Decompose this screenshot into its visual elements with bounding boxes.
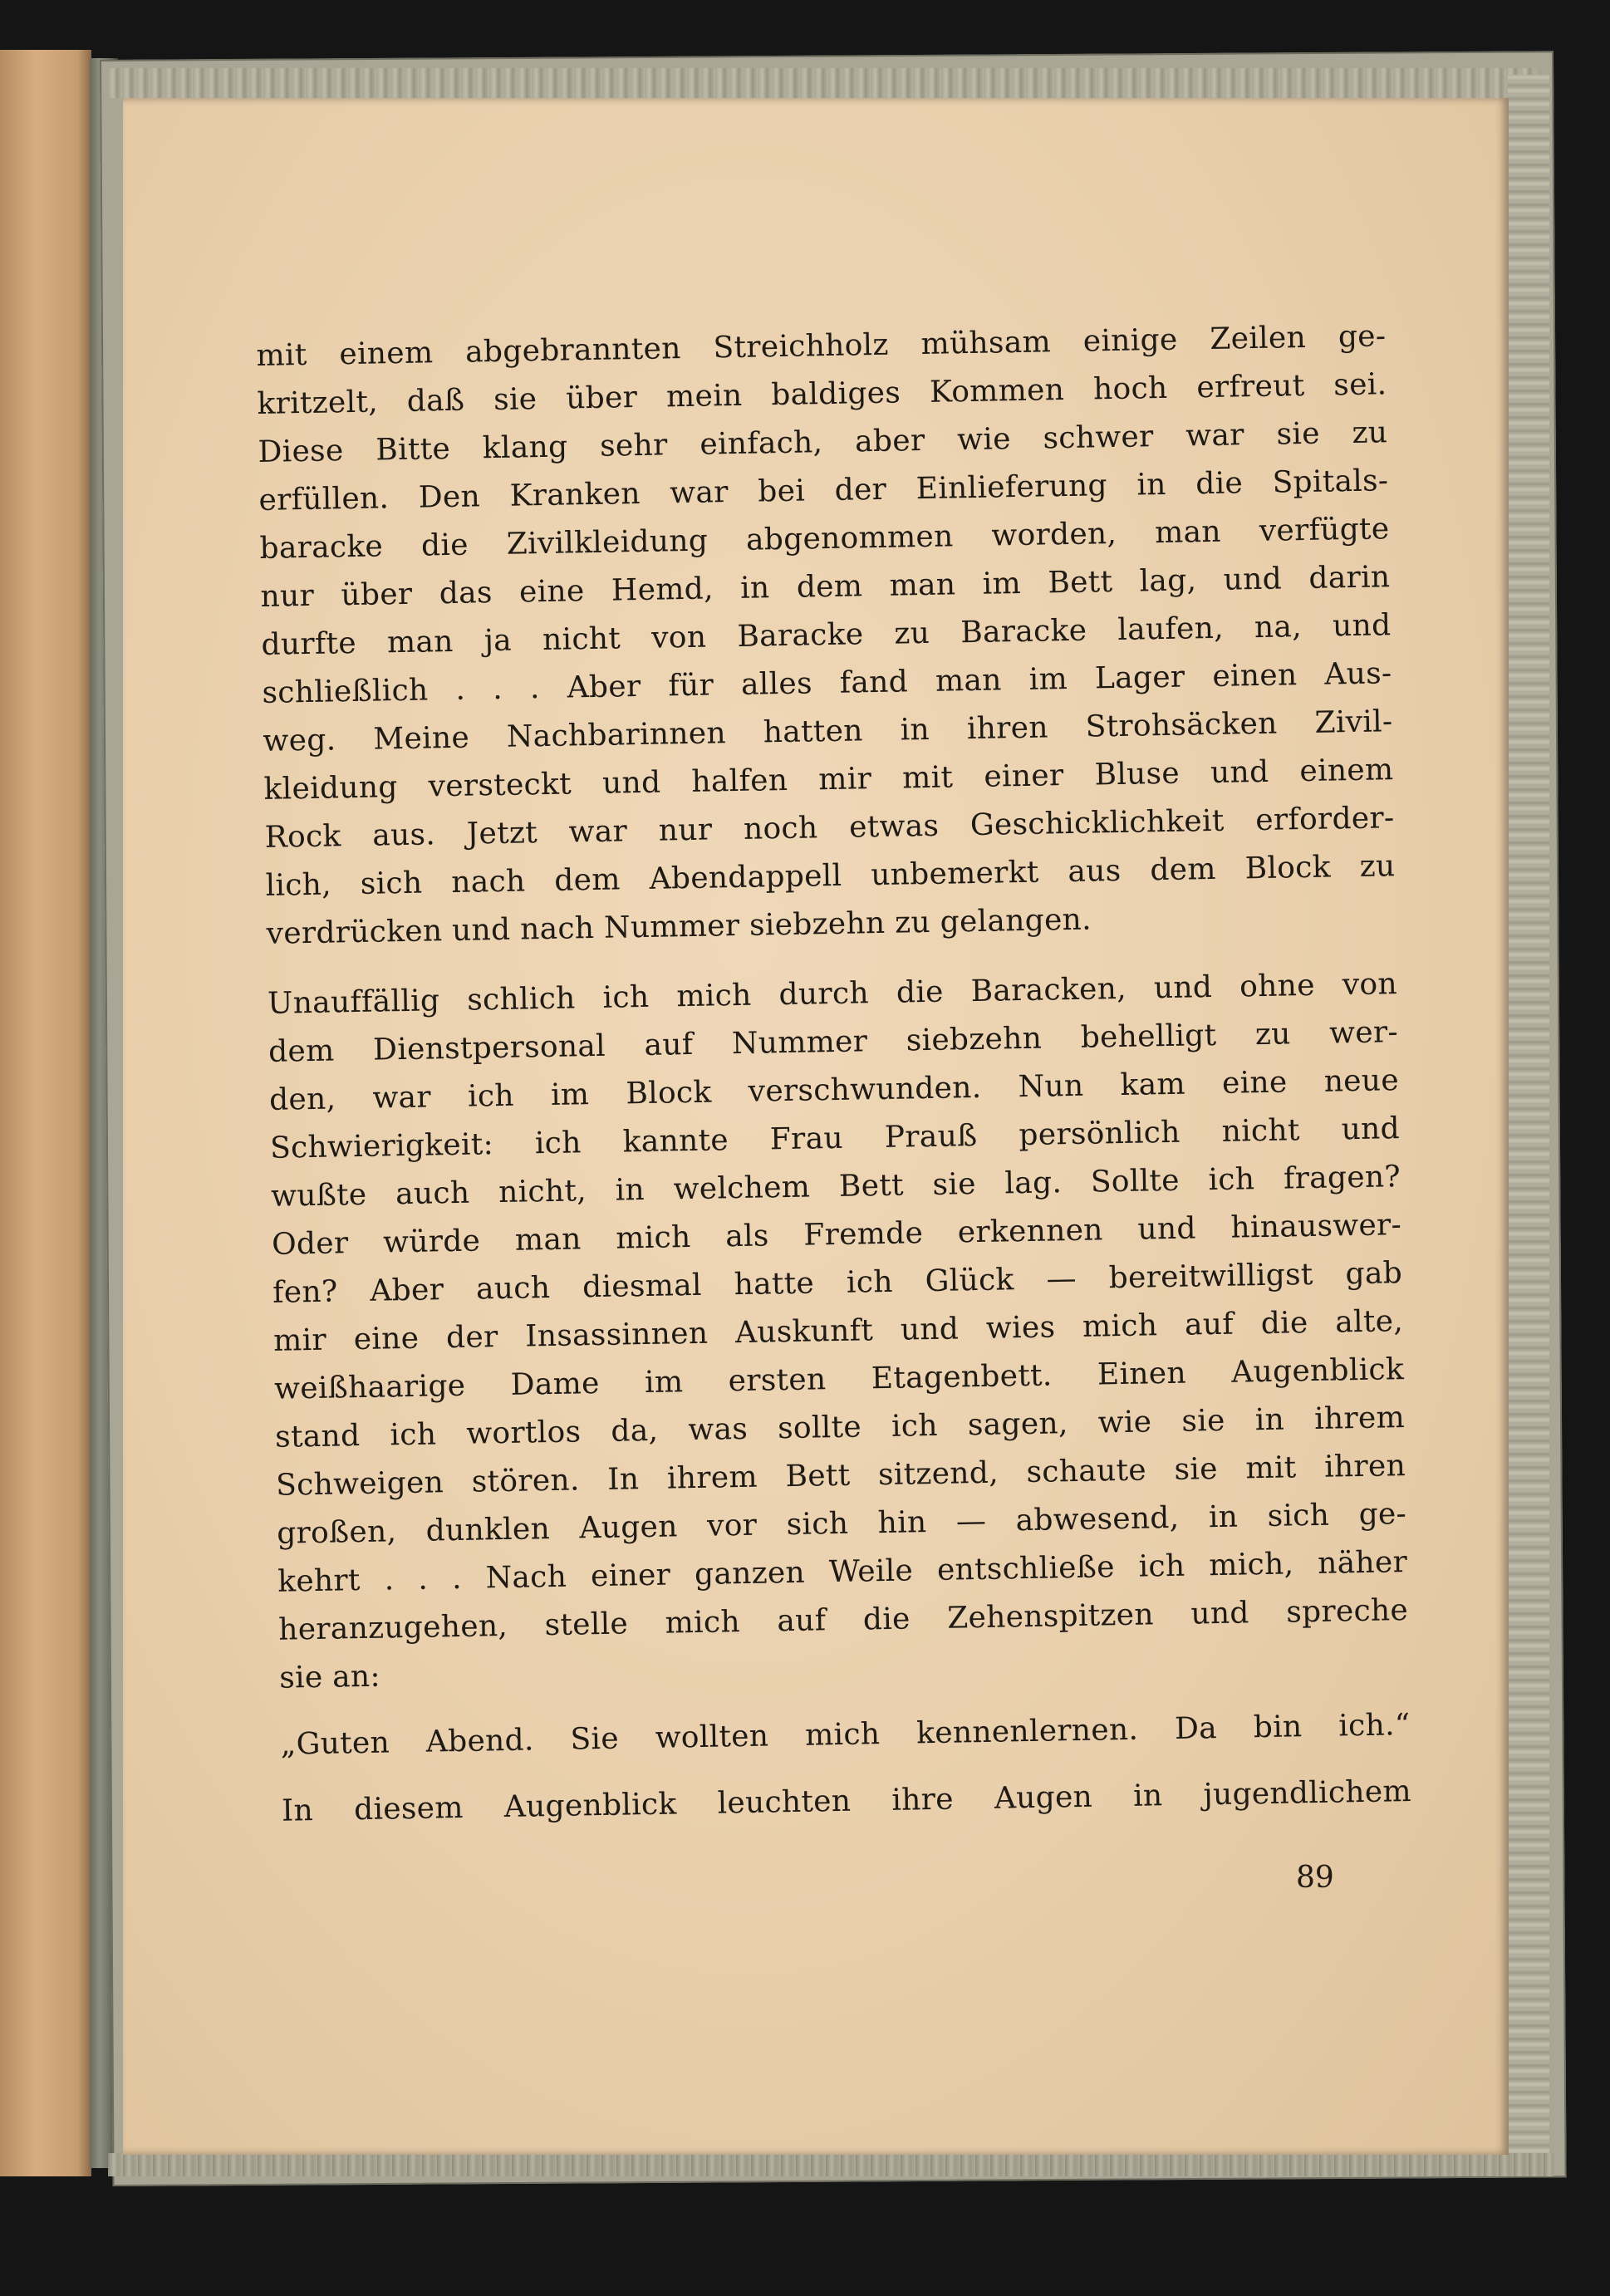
text-line: lich, sich nach dem Abendappell unbemerkt aus dem Block zu <box>265 849 1396 903</box>
text-line: weißhaarige Dame im ersten Etagenbett. Einen Augenblick <box>273 1352 1405 1406</box>
paragraph-2 <box>268 960 1410 1703</box>
text-line: Schweigen stören. In ihrem Bett sitzend, schaute sie mit ihren <box>275 1449 1406 1503</box>
text-line: kleidung versteckt und halfen mir mit einer Bluse und einem <box>263 753 1394 807</box>
text-line: stand ich wortlos da, was sollte ich sagen, wie sie in ihrem <box>274 1401 1406 1455</box>
text-line: den, war ich im Block verschwunden. Nun kam eine neue <box>268 1063 1400 1117</box>
text-line: In diesem Augenblick leuchten ihre Augen in jugendlichem <box>281 1774 1412 1828</box>
text-line: baracke die Zivilkleidung abgenommen worden, man verfügte <box>259 512 1390 566</box>
cover-board-top-edge <box>108 68 1537 98</box>
text-line: fen? Aber auch diesmal hatte ich Glück — bereitwilligst gab <box>272 1256 1403 1310</box>
text-line: kritzelt, daß sie über mein baldiges Kommen hoch erfreut sei. <box>257 367 1387 421</box>
page-number: 89 <box>1296 1861 1334 1895</box>
text-line: „Guten Abend. Sie wollten mich kennenlernen. Da bin ich.“ <box>280 1708 1411 1762</box>
text-line: durfte man ja nicht von Baracke zu Baracke laufen, na, und <box>261 608 1392 662</box>
text-line: dem Dienstpersonal auf Nummer siebzehn behelligt zu wer- <box>268 1015 1399 1069</box>
text-line: wußte auch nicht, in welchem Bett sie lag. Sollte ich fragen? <box>270 1160 1401 1214</box>
book-page <box>123 98 1509 2155</box>
text-line: heranzugehen, stelle mich auf die Zehenspitzen und spreche <box>277 1593 1409 1647</box>
text-line: Oder würde man mich als Fremde erkennen und hinauswer- <box>271 1208 1402 1262</box>
cover-board-bottom-edge <box>108 2153 1554 2176</box>
page-text <box>256 312 1411 1835</box>
text-line: großen, dunklen Augen vor sich hin — abwesend, in sich ge- <box>276 1497 1407 1551</box>
text-line: verdrücken und nach Nummer siebzehn zu gelangen. <box>266 902 1092 951</box>
text-line: schließlich . . . Aber für alles fand man im Lager einen Aus- <box>262 656 1392 710</box>
text-line: nur über das eine Hemd, in dem man im Bett lag, und darin <box>260 560 1391 614</box>
text-line: mir eine der Insassinnen Auskunft und wies mich auf die alte, <box>272 1304 1404 1358</box>
paragraph-1 <box>256 312 1396 959</box>
text-line: sie an: <box>278 1659 381 1695</box>
text-line: Diese Bitte klang sehr einfach, aber wie schwer war sie zu <box>258 415 1388 469</box>
text-line: Schwierigkeit: ich kannte Frau Prauß persönlich nicht und <box>269 1111 1401 1165</box>
text-line: erfüllen. Den Kranken war bei der Einlieferung in die Spitals- <box>258 464 1389 518</box>
text-line: Rock aus. Jetzt war nur noch etwas Geschicklichkeit erforder- <box>264 801 1395 855</box>
text-line: kehrt . . . Nach einer ganzen Weile entschließe ich mich, näher <box>277 1545 1408 1599</box>
cover-board-right-edge <box>1508 75 1549 2168</box>
text-line: mit einem abgebrannten Streichholz mühsam einige Zeilen ge- <box>256 319 1387 373</box>
text-line: weg. Meine Nachbarinnen hatten in ihren Strohsäcken Zivil- <box>263 704 1393 758</box>
text-line: Unauffällig schlich ich mich durch die Baracken, und ohne von <box>267 967 1398 1021</box>
previous-page-edge <box>0 50 91 2176</box>
